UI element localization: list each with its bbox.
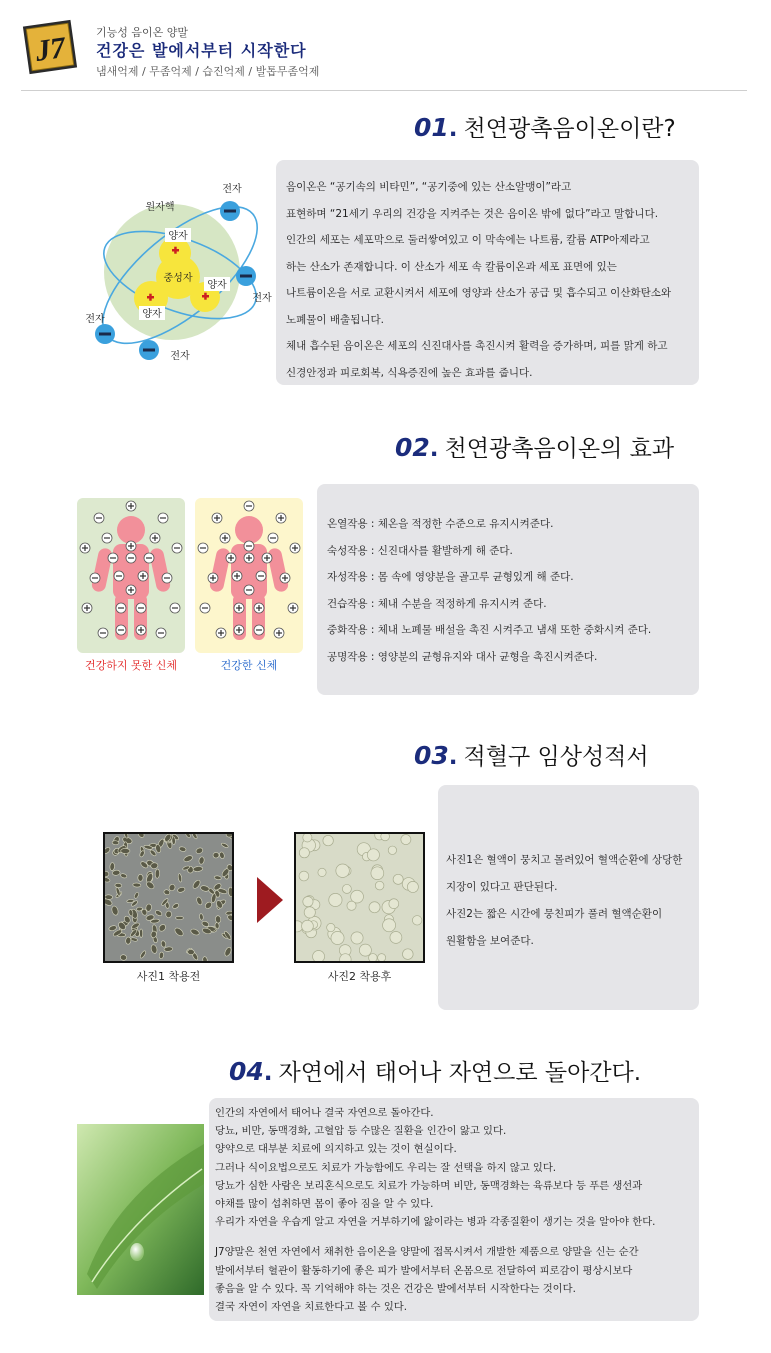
product-line: 발에서부터 혈관이 활동하기에 좋은 피가 발에서부터 온몸으로 전달하여 피로감이 평상시보다 <box>215 1264 633 1277</box>
blood-cell <box>160 940 166 947</box>
proton-label-3: 양자 <box>142 309 162 320</box>
blood-cell <box>351 932 363 944</box>
atom-diagram <box>80 180 280 370</box>
blood-cell <box>120 954 127 961</box>
blood-cell <box>159 952 164 959</box>
blood-cell <box>359 944 371 956</box>
blood-cell <box>192 879 202 890</box>
healthy-body-figure <box>195 498 303 653</box>
unhealthy-body-panel <box>77 498 185 653</box>
section4-textbox <box>209 1098 699 1321</box>
blood-cell <box>303 897 313 907</box>
healthy-body-panel <box>195 498 303 653</box>
section1-line: 신경안정과 피로회복, 식욕증진에 높은 효과를 줍니다. <box>286 366 533 379</box>
blood-cell <box>299 871 309 881</box>
blood-cell <box>105 895 113 900</box>
electron-label-1: 전자 <box>222 184 242 195</box>
blood-cell <box>163 889 170 895</box>
blood-cell <box>393 874 403 884</box>
clinical-line: 사진1은 혈액이 뭉치고 몰려있어 혈액순환에 상당한 <box>446 854 683 866</box>
clinical-line: 사진2는 짧은 시간에 뭉친피가 풀려 혈액순환이 <box>446 908 663 920</box>
blood-cell <box>388 846 396 854</box>
section2-heading: 02. 천연광촉음이온의 효과 <box>395 433 675 462</box>
blood-cell <box>369 954 378 961</box>
blood-cell <box>138 874 143 881</box>
header-title: 건강은 발에서부터 시작한다 <box>96 41 307 60</box>
section1-line: 표현하며 “21세기 우리의 건강을 지켜주는 것은 음이온 밖에 없다”라고 말합니다. <box>286 207 659 220</box>
blood-cell <box>336 864 350 878</box>
blood-cell <box>155 869 160 878</box>
blood-cell <box>226 834 232 837</box>
blood-cell <box>134 892 140 899</box>
blood-cell <box>139 950 146 959</box>
section3-title: 적혈구 임상성적서 <box>463 744 649 770</box>
blood-cell <box>224 946 232 957</box>
blood-cell <box>299 848 309 858</box>
blood-cell <box>331 931 344 944</box>
blood-cell <box>371 867 384 880</box>
blood-cell <box>213 852 219 858</box>
section3-heading: 03. 적혈구 임상성적서 <box>414 741 649 770</box>
blood-cell <box>214 875 221 880</box>
nature-line: 양약으로 대부분 치료에 의지하고 있는 것이 현실이다. <box>215 1143 457 1156</box>
healthy-body-caption: 건강한 신체 <box>220 659 278 672</box>
blood-cell <box>378 954 386 961</box>
blood-cell <box>383 919 396 932</box>
section2-textbox <box>317 484 699 695</box>
blood-cell <box>115 883 122 888</box>
effect-line: 온열작용 : 체온을 적정한 수준으로 유지시켜준다. <box>327 518 554 530</box>
svg-text:J7: J7 <box>33 31 68 68</box>
blood-cell <box>105 876 110 882</box>
proton-label-1: 양자 <box>168 231 188 242</box>
clinical-line: 지장이 있다고 판단된다. <box>446 881 558 893</box>
blood-cell <box>177 887 186 894</box>
blood-cell <box>179 846 187 852</box>
blood-cell <box>327 923 335 931</box>
blood-cell <box>158 923 167 932</box>
blood-cell <box>133 883 141 888</box>
blood-cell <box>381 834 390 841</box>
electron-label-3: 전자 <box>85 314 105 325</box>
effect-line: 공명작용 : 영양분의 균형유지와 대사 균형을 촉진시켜준다. <box>327 650 598 663</box>
section2-title: 천연광촉음이온의 효과 <box>444 436 675 462</box>
product-line: 결국 자연이 자연을 치료한다고 볼 수 있다. <box>215 1301 408 1314</box>
blood-cell <box>105 846 111 854</box>
unhealthy-body-caption: 건강하지 못한 신체 <box>84 659 177 672</box>
blood-cell <box>342 884 351 893</box>
blood-cell <box>313 951 325 961</box>
blood-cell <box>145 903 152 911</box>
section3-number: 03 <box>414 741 449 770</box>
blood-cell <box>196 896 203 905</box>
nature-line: 당뇨, 비만, 동맥경화, 고혈압 등 수많은 질환을 인간이 앓고 있다. <box>215 1125 507 1138</box>
blood-cell <box>318 868 326 876</box>
leaf-waterdrop-image <box>77 1124 204 1295</box>
section1-line: 음이온은 “공기속의 비타민”, “공기중에 있는 산소알맹이”라고 <box>286 181 572 193</box>
section1-line: 하는 산소가 존재합니다. 이 산소가 세포 속 칼륨이온과 세포 표면에 있는 <box>286 260 617 273</box>
electron-label-2: 전자 <box>252 293 272 304</box>
blood-cell <box>402 949 413 960</box>
blood-cell <box>390 931 402 943</box>
blood-cell <box>110 862 115 870</box>
arrow-right-icon <box>257 877 283 923</box>
header-tags: 냄새억제 / 무좀억제 / 습진억제 / 발톱무좀억제 <box>96 65 320 78</box>
product-line: 좋음을 알 수 있다. 꼭 기억해야 하는 것은 건강은 발에서부터 시작한다는 것이다. <box>215 1282 576 1295</box>
nature-line: 인간의 자연에서 태어나 결국 자연으로 돌아간다. <box>215 1107 434 1119</box>
blood-cell <box>303 834 312 842</box>
blood-cell <box>108 925 117 932</box>
nature-line: 우리가 자연을 우습게 알고 자연을 거부하기에 앓이라는 병과 각종질환이 생기는 것을 알아야 한다. <box>215 1216 656 1229</box>
blood-cell <box>185 834 191 838</box>
blood-cell <box>375 881 384 890</box>
blood-cell <box>193 866 203 872</box>
section1-line: 나트륨이온을 서로 교환시켜서 세포에 영양과 산소가 공급 및 흡수되고 이산화탄소와 <box>286 287 672 299</box>
blood-photo-before <box>103 832 234 963</box>
blood-cell <box>199 913 204 920</box>
header-divider <box>21 90 747 91</box>
section1-textbox <box>276 160 699 385</box>
blood-cell <box>219 851 225 859</box>
blood-cell <box>120 873 127 879</box>
blood-cell <box>211 893 217 903</box>
blood-cell <box>347 901 356 910</box>
section1-title: 천연광촉음이온이란? <box>463 116 676 142</box>
blood-cell <box>302 920 314 932</box>
blood-cell <box>154 909 162 916</box>
nucleus-label: 원자핵 <box>145 202 175 213</box>
blood-cell <box>369 902 380 913</box>
blood-cell <box>150 944 158 954</box>
blood-cell <box>192 834 199 840</box>
blood-cell <box>105 871 109 877</box>
blood-cell <box>164 946 173 951</box>
blood-cell <box>115 887 121 897</box>
blood-cell <box>125 937 131 945</box>
blood-cell <box>198 856 204 864</box>
blood-cell <box>112 870 120 876</box>
section1-number: 01 <box>414 113 449 142</box>
section3-textbox <box>438 785 699 1010</box>
blood-cell <box>190 928 200 936</box>
blood-cell <box>304 907 315 918</box>
blood-cell <box>329 893 342 906</box>
photo-before-caption: 사진1 착용전 <box>136 970 201 983</box>
blood-cell <box>226 911 232 916</box>
clinical-line: 원활함을 보여준다. <box>446 935 534 947</box>
blood-cell <box>401 835 411 845</box>
blood-cell <box>121 848 130 853</box>
section4-number: 04 <box>229 1057 264 1086</box>
section1-heading: 01. 천연광촉음이온이란? <box>414 113 676 142</box>
blood-cell <box>389 899 399 909</box>
blood-cell <box>367 849 379 861</box>
section4-heading: 04. 자연에서 태어나 자연으로 돌아간다. <box>229 1057 642 1086</box>
blood-cell <box>173 927 184 938</box>
blood-cell <box>323 835 333 845</box>
header-subtitle: 기능성 음이온 양말 <box>96 26 189 39</box>
electron-label-4: 전자 <box>170 351 190 362</box>
blood-cell <box>202 956 208 961</box>
unhealthy-body-figure <box>77 498 185 653</box>
nature-line: 그러나 식이요법으로도 치료가 가능함에도 우리는 잘 선택을 하지 않고 있다. <box>215 1161 557 1174</box>
blood-cell <box>111 905 119 916</box>
blood-cell <box>172 903 180 910</box>
blood-cell <box>139 850 145 858</box>
effect-line: 건습작용 : 체내 수분을 적정하게 유지시켜 준다. <box>327 597 547 610</box>
blood-cell <box>178 873 183 882</box>
section4-title: 자연에서 태어나 자연으로 돌아간다. <box>278 1060 642 1086</box>
blood-cell <box>200 885 210 892</box>
blood-cell <box>215 915 221 923</box>
effect-line: 숙성작용 : 신진대사를 활발하게 해 준다. <box>327 544 513 557</box>
blood-cell <box>172 837 176 845</box>
blood-cell <box>137 834 146 839</box>
blood-cell <box>412 916 422 926</box>
section1-line: 노폐물이 배출됩니다. <box>286 313 384 326</box>
blood-cell <box>221 842 229 848</box>
blood-cell <box>187 949 194 955</box>
blood-cell <box>139 929 142 938</box>
section1-line: 인간의 세포는 세포막으로 둘러쌓여있고 이 막속에는 나트륨, 칼륨 ATP아제라고 <box>286 234 650 246</box>
blood-cell <box>195 847 204 855</box>
blood-cell <box>131 937 138 942</box>
blood-cell <box>228 887 232 897</box>
blood-cell <box>175 916 183 919</box>
neutron-label: 중성자 <box>163 273 193 284</box>
blood-photo-after <box>294 832 425 963</box>
blood-cell <box>183 854 193 862</box>
photo-after-caption: 사진2 착용후 <box>327 970 392 983</box>
blood-cell <box>407 881 418 892</box>
section1-line: 체내 흡수된 음이온은 세포의 신진대사를 촉진시켜 활력을 증가하며, 피를 맑게 하고 <box>286 340 668 352</box>
nature-line: 야채를 많이 섭취하면 몸이 좋아 짐을 알 수 있다. <box>215 1198 434 1211</box>
blood-cell <box>165 911 171 918</box>
effect-line: 중화작용 : 체내 노폐물 배설을 촉진 시켜주고 냄새 또한 중화시켜 준다. <box>327 624 652 636</box>
nature-line: 당뇨가 심한 사람은 보리혼식으로도 치료가 가능하며 비만, 동맥경화는 육류보다 등 푸른 생선과 <box>215 1179 643 1192</box>
blood-cell <box>112 840 119 845</box>
product-line: J7양말은 천연 자연에서 채취한 음이온을 양말에 접목시켜서 개발한 제품으로 양말을 신는 순간 <box>215 1246 639 1259</box>
section2-number: 02 <box>395 433 430 462</box>
proton-label-2: 양자 <box>207 280 227 291</box>
effect-line: 자성작용 : 몸 속에 영양분을 골고루 균형있게 해 준다. <box>327 571 574 583</box>
j7-logo <box>21 18 79 76</box>
